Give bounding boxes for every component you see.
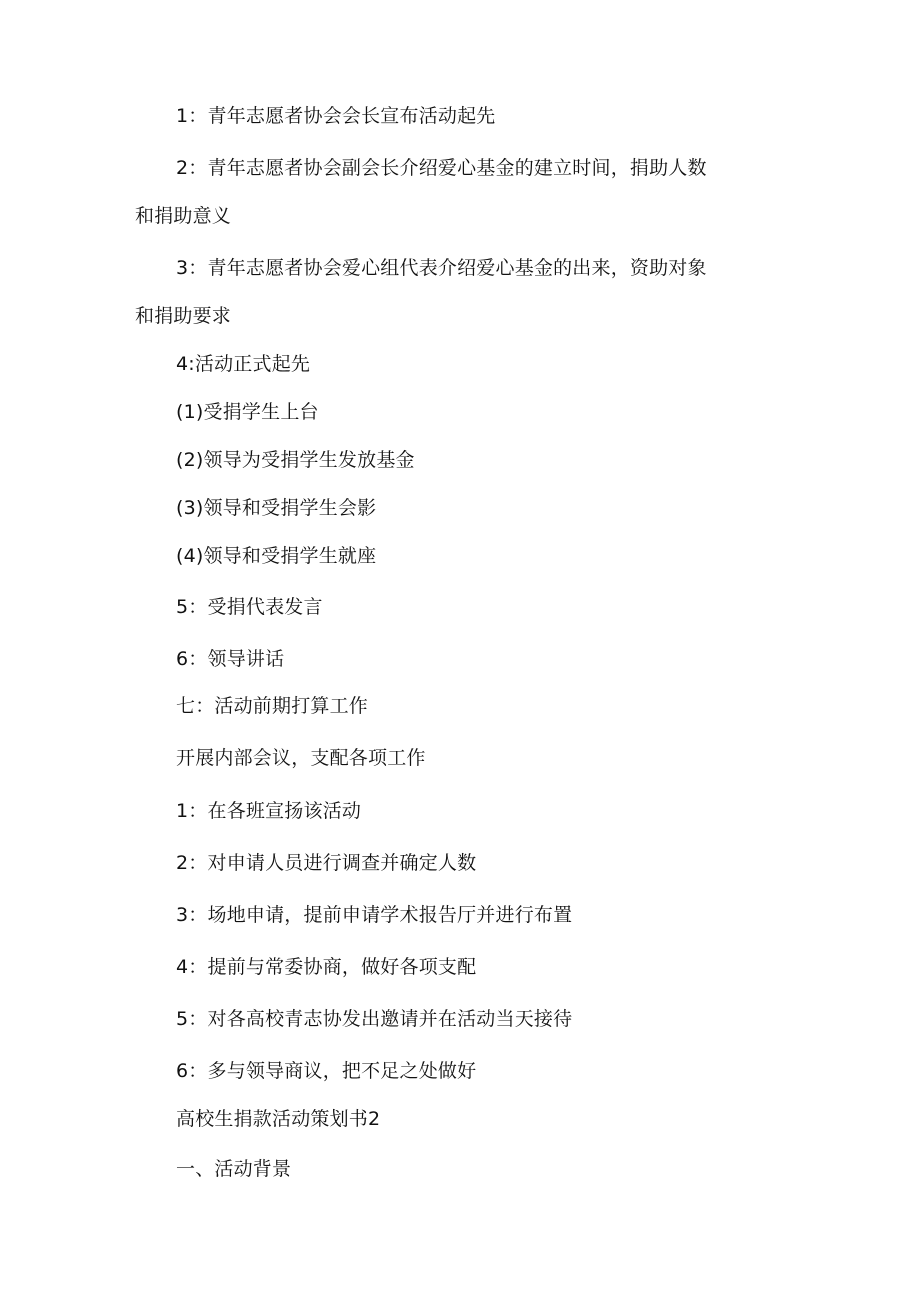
document-title: 高校生捐款活动策划书2 [176, 1108, 381, 1130]
section-heading-preparation: 七：活动前期打算工作 [176, 695, 369, 717]
preparation-intro: 开展内部会议，支配各项工作 [176, 747, 426, 769]
preparation-step-2: 2：对申请人员进行调查并确定人数 [176, 852, 477, 874]
section-heading-background: 一、活动背景 [176, 1158, 292, 1180]
program-step-2: 2：青年志愿者协会副会长介绍爱心基金的建立时间，捐助人数 [176, 157, 707, 179]
preparation-step-6: 6：多与领导商议，把不足之处做好 [176, 1060, 477, 1082]
program-substep-1: (1)受捐学生上台 [176, 401, 319, 423]
program-step-2-continued: 和捐助意义 [135, 205, 232, 227]
program-step-3: 3：青年志愿者协会爱心组代表介绍爱心基金的出来，资助对象 [176, 257, 707, 279]
preparation-step-1: 1：在各班宣扬该活动 [176, 800, 362, 822]
program-step-3-continued: 和捐助要求 [135, 305, 232, 327]
program-step-1: 1：青年志愿者协会会长宣布活动起先 [176, 105, 496, 127]
preparation-step-3: 3：场地申请，提前申请学术报告厅并进行布置 [176, 904, 573, 926]
preparation-step-4: 4：提前与常委协商，做好各项支配 [176, 956, 477, 978]
program-substep-2: (2)领导为受捐学生发放基金 [176, 449, 415, 471]
program-substep-4: (4)领导和受捐学生就座 [176, 545, 377, 567]
program-step-6: 6：领导讲话 [176, 648, 285, 670]
program-substep-3: (3)领导和受捐学生会影 [176, 497, 377, 519]
program-step-4: 4:活动正式起先 [176, 353, 311, 375]
program-step-5: 5：受捐代表发言 [176, 596, 323, 618]
preparation-step-5: 5：对各高校青志协发出邀请并在活动当天接待 [176, 1008, 573, 1030]
